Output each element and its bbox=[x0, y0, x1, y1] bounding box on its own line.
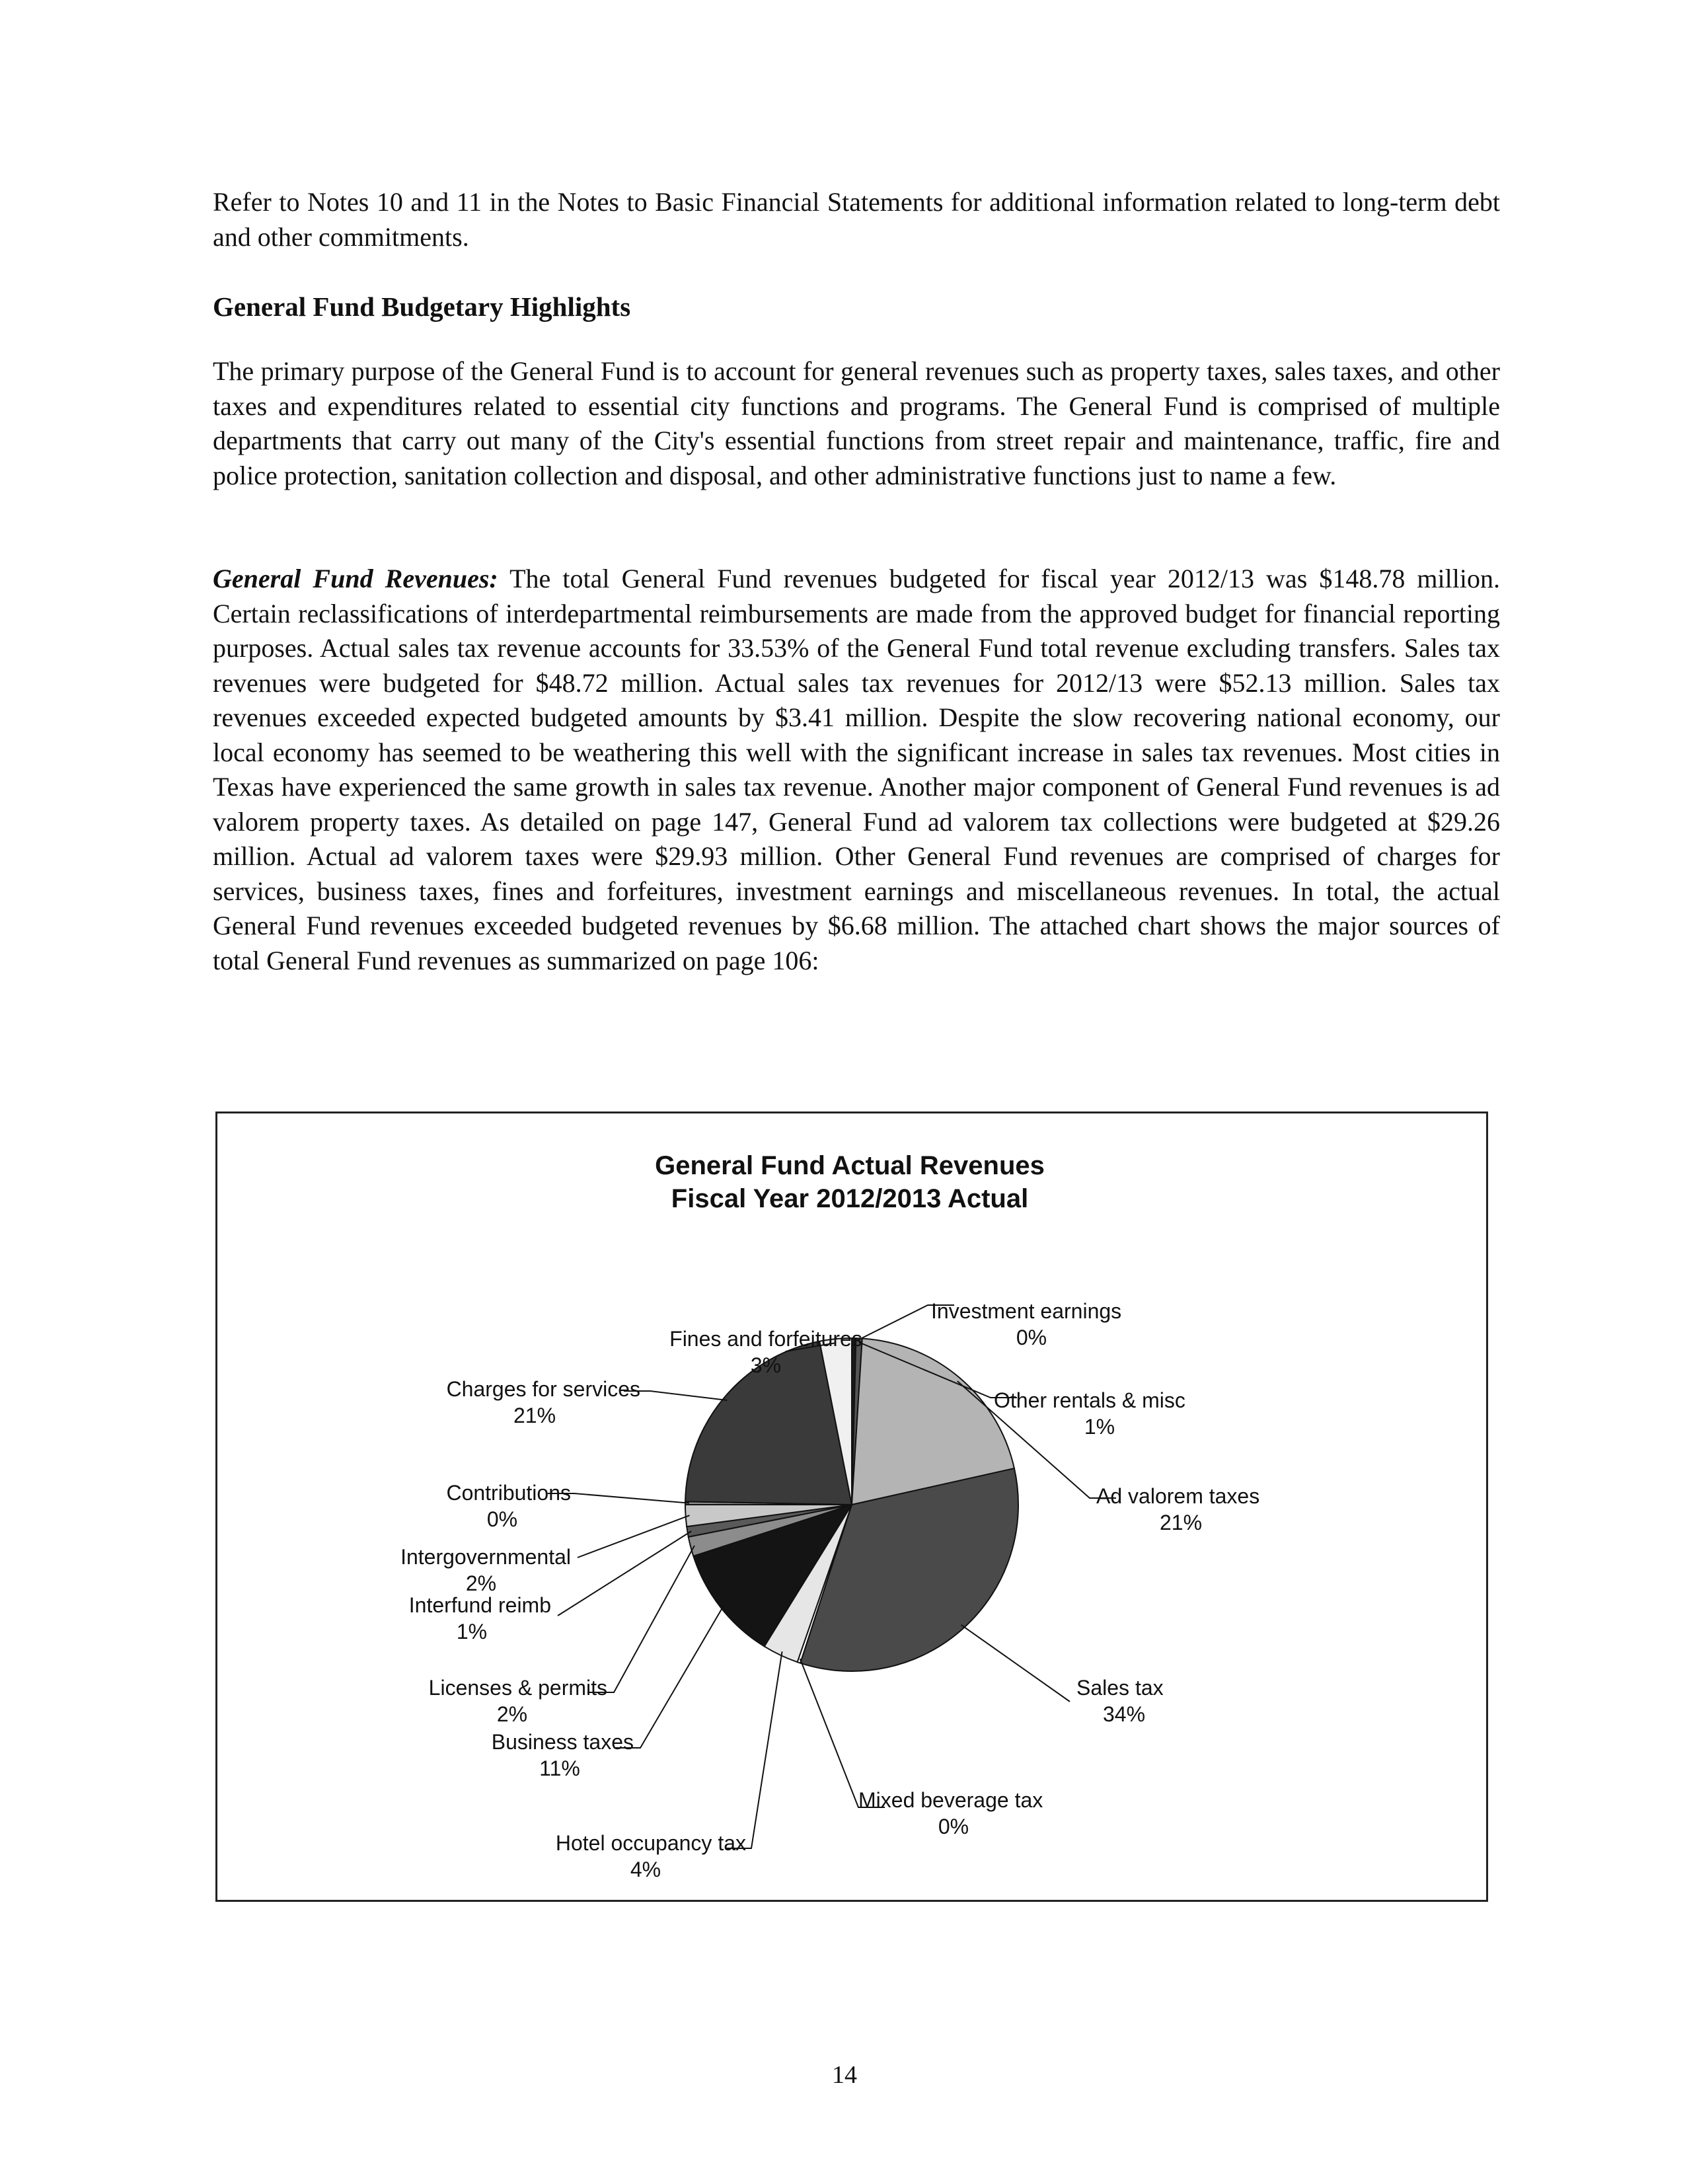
slice-label-mixed-beverage-tax: Mixed beverage tax bbox=[858, 1788, 1043, 1812]
revenues-text bbox=[213, 562, 1500, 978]
leader-line-licenses-permits bbox=[587, 1546, 694, 1692]
slice-label-intergovernmental: Intergovernmental bbox=[400, 1545, 571, 1569]
slice-percent-hotel-occupancy-tax: 4% bbox=[630, 1858, 661, 1881]
leader-line-business-taxes bbox=[614, 1605, 724, 1748]
slice-percent-fines-and-forfeitures: 3% bbox=[750, 1353, 782, 1377]
revenue-pie-chart bbox=[215, 1111, 1488, 1902]
intro-text: Refer to Notes 10 and 11 in the Notes to Basic Financial Statements for additional information related to long-term debt and other commitments. bbox=[213, 187, 1500, 252]
slice-label-investment-earnings: Investment earnings bbox=[931, 1299, 1122, 1323]
chart-title: General Fund Actual Revenues bbox=[655, 1151, 1045, 1180]
slice-percent-investment-earnings: 0% bbox=[1016, 1326, 1047, 1349]
page-number: 14 bbox=[832, 2061, 857, 2089]
slice-label-business-taxes: Business taxes bbox=[491, 1730, 634, 1754]
slice-label-charges-for-services: Charges for services bbox=[446, 1377, 640, 1401]
slice-label-contributions: Contributions bbox=[446, 1481, 571, 1505]
slice-percent-charges-for-services: 21% bbox=[513, 1404, 556, 1427]
leader-line-hotel-occupancy-tax bbox=[725, 1651, 782, 1848]
section-heading: General Fund Budgetary Highlights bbox=[213, 291, 631, 322]
slice-label-sales-tax: Sales tax bbox=[1076, 1676, 1164, 1700]
slice-percent-business-taxes: 11% bbox=[539, 1756, 580, 1780]
slice-label-fines-and-forfeitures: Fines and forfeitures bbox=[669, 1327, 862, 1351]
leader-line-interfund-reimb bbox=[558, 1531, 691, 1616]
slice-label-licenses-permits: Licenses & permits bbox=[428, 1676, 607, 1700]
slice-label-ad-valorem-taxes: Ad valorem taxes bbox=[1096, 1484, 1260, 1508]
purpose-text: The primary purpose of the General Fund is to account for general revenues such as property taxes, sales taxes, and other taxes and expenditures related to essential city functions and programs. The General Fund is comprised of multiple departments that carry out many of the City's essential functions from street repair and maintenance, traffic, fire and police protection, sanitation collection and disposal, and other administrative functions just to name a few. bbox=[213, 356, 1500, 490]
slice-label-other-rentals-misc: Other rentals & misc bbox=[994, 1388, 1185, 1412]
slice-percent-interfund-reimb: 1% bbox=[456, 1620, 488, 1643]
slice-percent-other-rentals-misc: 1% bbox=[1084, 1415, 1115, 1439]
slice-percent-contributions: 0% bbox=[486, 1507, 518, 1531]
revenues-paragraph bbox=[213, 562, 1500, 978]
purpose-paragraph bbox=[213, 354, 1500, 493]
slice-percent-licenses-permits: 2% bbox=[496, 1702, 528, 1726]
intro-paragraph bbox=[213, 185, 1500, 254]
slice-percent-ad-valorem-taxes: 21% bbox=[1159, 1511, 1203, 1534]
leader-line-mixed-beverage-tax bbox=[800, 1659, 885, 1807]
slice-percent-sales-tax: 34% bbox=[1102, 1702, 1146, 1726]
revenues-run-in-heading: General Fund Revenues: bbox=[213, 564, 498, 593]
slice-label-hotel-occupancy-tax: Hotel occupancy tax bbox=[555, 1831, 746, 1855]
slice-percent-mixed-beverage-tax: 0% bbox=[938, 1815, 969, 1838]
leader-line-sales-tax bbox=[961, 1625, 1070, 1702]
slice-percent-intergovernmental: 2% bbox=[465, 1571, 497, 1595]
leader-line-intergovernmental bbox=[578, 1515, 690, 1558]
revenues-body: The total General Fund revenues budgeted for fiscal year 2012/13 was $148.78 million. Certain reclassifications of interdepartmental reimbursements are made from the approved budget for financial reporting purposes. Actual sales tax revenue accounts for 33.53% of the General Fund total revenue excluding transfers. Sales tax revenues were budgeted for $48.72 million. Actual sales tax revenues for 2012/13 were $52.13 million. Sales tax revenues exceeded expected budgeted amounts by $3.41 million. Despite the slow recovering national economy, our local economy has seemed to be weathering this well with the significant increase in sales tax revenues. Most cities in Texas have experienced the same growth in sales tax revenue. Another major component of General Fund revenues is ad valorem property taxes. As detailed on page 147, General Fund ad valorem tax collections were budgeted at $29.26 million. Actual ad valorem taxes were $29.93 million. Other General Fund revenues are comprised of charges for services, business taxes, fines and forfeitures, investment earnings and miscellaneous revenues. In total, the actual General Fund revenues exceeded budgeted revenues by $6.68 million. The attached chart shows the major sources of total General Fund revenues as summarized on page 106: bbox=[213, 564, 1500, 975]
pie-chart-svg bbox=[217, 1113, 1486, 1900]
slice-label-interfund-reimb: Interfund reimb bbox=[408, 1593, 551, 1617]
chart-subtitle: Fiscal Year 2012/2013 Actual bbox=[671, 1184, 1029, 1213]
